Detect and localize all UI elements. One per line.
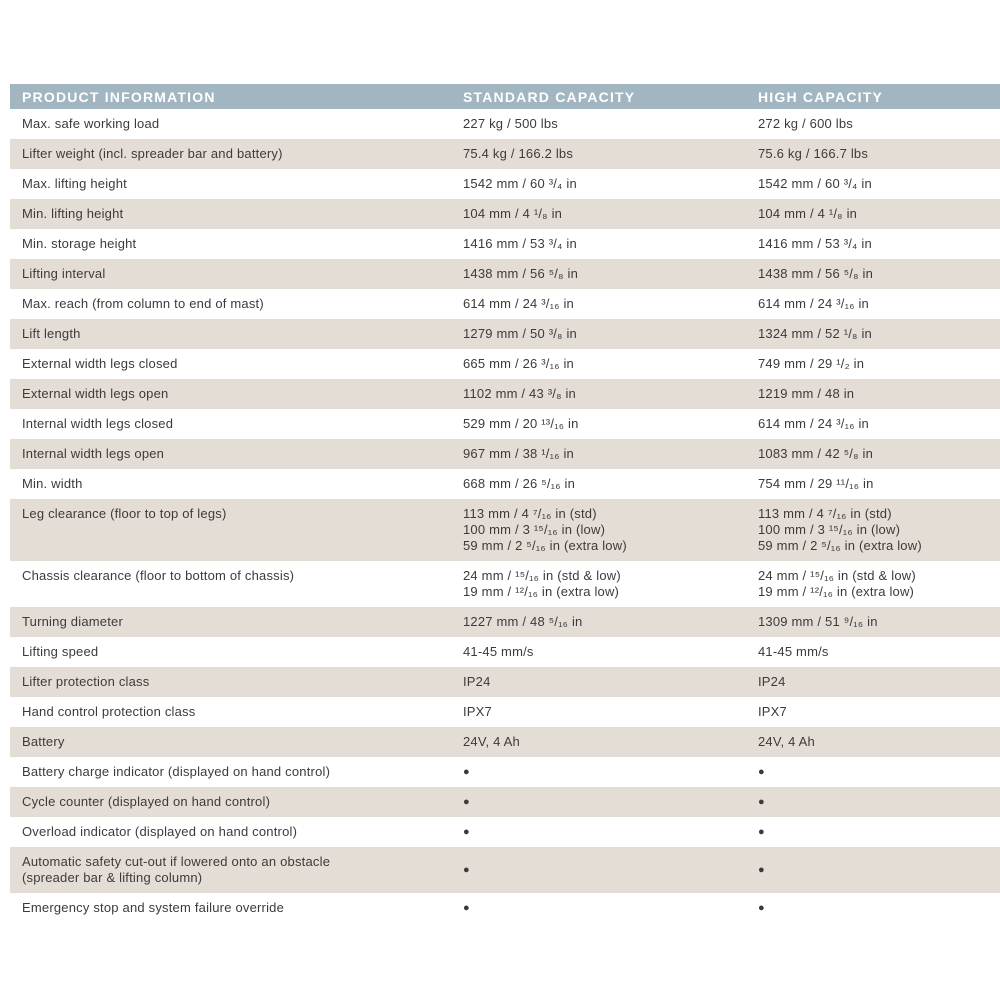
spec-value-standard (463, 296, 758, 312)
feature-dot: ● (758, 795, 765, 808)
table-row (10, 667, 1000, 697)
spec-value-standard (463, 614, 758, 630)
text-line: Min. width (22, 476, 83, 491)
text-line: Lifting interval (22, 266, 106, 281)
text-line: 59 mm / 2 ⁵/₁₆ in (extra low) (758, 538, 922, 553)
text-line: 227 kg / 500 lbs (463, 116, 558, 131)
spec-value-high (758, 568, 1000, 600)
table-row (10, 893, 1000, 923)
text-line: Lifter protection class (22, 674, 150, 689)
text-line: 749 mm / 29 ¹/₂ in (758, 356, 865, 371)
spec-value-high (758, 176, 1000, 192)
table-row (10, 199, 1000, 229)
text-line: 1542 mm / 60 ³/₄ in (758, 176, 872, 191)
text-line: 967 mm / 38 ¹/₁₆ in (463, 446, 574, 461)
spec-value-high (758, 326, 1000, 342)
column-header-high-capacity: HIGH CAPACITY (758, 88, 884, 105)
feature-dot: ● (463, 765, 470, 778)
text-line: Battery charge indicator (displayed on hand control) (22, 764, 331, 779)
spec-label (10, 854, 463, 886)
text-line: Internal width legs closed (22, 416, 174, 431)
spec-value-high (758, 356, 1000, 372)
spec-label (10, 734, 463, 750)
text-line: IP24 (758, 674, 786, 689)
spec-value-standard (463, 476, 758, 492)
text-line: Overload indicator (displayed on hand control) (22, 824, 298, 839)
table-row (10, 139, 1000, 169)
table-row (10, 757, 1000, 787)
table-row (10, 469, 1000, 499)
spec-value-high (758, 266, 1000, 282)
spec-value-standard (463, 446, 758, 462)
text-line: Min. lifting height (22, 206, 124, 221)
spec-value-standard (463, 356, 758, 372)
text-line: 1219 mm / 48 in (758, 386, 855, 401)
spec-value-high (758, 146, 1000, 162)
spec-label (10, 764, 463, 780)
spec-value-standard (463, 116, 758, 132)
text-line: Chassis clearance (floor to bottom of chassis) (22, 568, 295, 583)
text-line: Emergency stop and system failure override (22, 900, 285, 915)
spec-label (10, 446, 463, 462)
spec-label (10, 206, 463, 222)
text-line: 665 mm / 26 ³/₁₆ in (463, 356, 574, 371)
feature-dot: ● (758, 825, 765, 838)
spec-value-standard (463, 206, 758, 222)
text-line: 24 mm / ¹⁵/₁₆ in (std & low) (758, 568, 916, 583)
table-row (10, 289, 1000, 319)
text-line: 100 mm / 3 ¹⁵/₁₆ in (low) (758, 522, 901, 537)
spec-value-standard (463, 568, 758, 600)
spec-value-high (758, 704, 1000, 720)
spec-value-high (758, 794, 1000, 810)
text-line: 614 mm / 24 ³/₁₆ in (758, 296, 869, 311)
text-line: 24 mm / ¹⁵/₁₆ in (std & low) (463, 568, 621, 583)
text-line: 75.6 kg / 166.7 lbs (758, 146, 869, 161)
table-row (10, 109, 1000, 139)
text-line: 272 kg / 600 lbs (758, 116, 853, 131)
column-header-standard-capacity: STANDARD CAPACITY (463, 88, 636, 105)
text-line: 113 mm / 4 ⁷/₁₆ in (std) (463, 506, 597, 521)
text-line: Hand control protection class (22, 704, 196, 719)
spec-value-standard (463, 764, 758, 780)
text-line: External width legs open (22, 386, 169, 401)
spec-value-high (758, 824, 1000, 840)
text-line: Lifting speed (22, 644, 99, 659)
text-line: Internal width legs open (22, 446, 165, 461)
table-row (10, 697, 1000, 727)
text-line: Max. reach (from column to end of mast) (22, 296, 264, 311)
text-line: 1227 mm / 48 ⁵/₁₆ in (463, 614, 583, 629)
spec-value-standard (463, 326, 758, 342)
spec-value-standard (463, 416, 758, 432)
spec-value-standard (463, 386, 758, 402)
spec-label (10, 116, 463, 132)
table-row (10, 439, 1000, 469)
spec-value-high (758, 386, 1000, 402)
text-line: 59 mm / 2 ⁵/₁₆ in (extra low) (463, 538, 627, 553)
text-line: 104 mm / 4 ¹/₈ in (463, 206, 563, 221)
spec-table (10, 84, 1000, 923)
spec-label (10, 326, 463, 342)
spec-value-high (758, 900, 1000, 916)
table-row (10, 319, 1000, 349)
spec-value-high (758, 416, 1000, 432)
text-line: 1416 mm / 53 ³/₄ in (463, 236, 577, 251)
table-row (10, 787, 1000, 817)
text-line: 113 mm / 4 ⁷/₁₆ in (std) (758, 506, 892, 521)
table-row (10, 607, 1000, 637)
text-line: Automatic safety cut-out if lowered onto an obstacle (22, 854, 331, 869)
spec-label (10, 900, 463, 916)
feature-dot: ● (758, 863, 765, 876)
spec-value-high (758, 644, 1000, 660)
text-line: Turning diameter (22, 614, 123, 629)
spec-value-high (758, 296, 1000, 312)
text-line: 754 mm / 29 ¹¹/₁₆ in (758, 476, 874, 491)
text-line: 104 mm / 4 ¹/₈ in (758, 206, 858, 221)
text-line: 24V, 4 Ah (463, 734, 520, 749)
spec-label (10, 794, 463, 810)
spec-value-high (758, 764, 1000, 780)
text-line: 41-45 mm/s (463, 644, 534, 659)
spec-label (10, 644, 463, 660)
feature-dot: ● (758, 765, 765, 778)
spec-value-standard (463, 176, 758, 192)
spec-value-standard (463, 146, 758, 162)
text-line: Leg clearance (floor to top of legs) (22, 506, 227, 521)
spec-label (10, 674, 463, 690)
table-row (10, 561, 1000, 607)
text-line: External width legs closed (22, 356, 178, 371)
spec-value-standard (463, 704, 758, 720)
spec-label (10, 146, 463, 162)
text-line: IPX7 (758, 704, 787, 719)
text-line: 1309 mm / 51 ⁹/₁₆ in (758, 614, 878, 629)
text-line: 614 mm / 24 ³/₁₆ in (463, 296, 574, 311)
spec-value-standard (463, 644, 758, 660)
spec-label (10, 176, 463, 192)
text-line: 1416 mm / 53 ³/₄ in (758, 236, 872, 251)
table-header-row (10, 84, 1000, 109)
spec-label (10, 568, 463, 600)
text-line: 1102 mm / 43 ³/₈ in (463, 386, 576, 401)
table-row (10, 499, 1000, 561)
text-line: 100 mm / 3 ¹⁵/₁₆ in (low) (463, 522, 606, 537)
spec-value-standard (463, 674, 758, 690)
text-line: Min. storage height (22, 236, 137, 251)
spec-value-standard (463, 854, 758, 886)
spec-value-high (758, 116, 1000, 132)
feature-dot: ● (463, 901, 470, 914)
table-row (10, 229, 1000, 259)
text-line: 614 mm / 24 ³/₁₆ in (758, 416, 869, 431)
feature-dot: ● (463, 795, 470, 808)
spec-label (10, 824, 463, 840)
text-line: 668 mm / 26 ⁵/₁₆ in (463, 476, 576, 491)
spec-label (10, 416, 463, 432)
table-row (10, 259, 1000, 289)
spec-value-standard (463, 236, 758, 252)
text-line: 1083 mm / 42 ⁵/₈ in (758, 446, 874, 461)
text-line: 19 mm / ¹²/₁₆ in (extra low) (758, 584, 915, 599)
text-line: 1438 mm / 56 ⁵/₈ in (463, 266, 579, 281)
spec-label (10, 236, 463, 252)
table-row (10, 847, 1000, 893)
text-line: 1324 mm / 52 ¹/₈ in (758, 326, 872, 341)
column-header-product-information: PRODUCT INFORMATION (22, 88, 216, 105)
spec-label (10, 614, 463, 630)
spec-value-high (758, 674, 1000, 690)
text-line: 75.4 kg / 166.2 lbs (463, 146, 574, 161)
spec-label (10, 506, 463, 554)
feature-dot: ● (463, 825, 470, 838)
spec-value-high (758, 236, 1000, 252)
spec-value-high (758, 854, 1000, 886)
text-line: Cycle counter (displayed on hand control) (22, 794, 271, 809)
spec-value-standard (463, 794, 758, 810)
text-line: 24V, 4 Ah (758, 734, 815, 749)
table-row (10, 379, 1000, 409)
text-line: 41-45 mm/s (758, 644, 829, 659)
spec-value-high (758, 476, 1000, 492)
spec-value-high (758, 446, 1000, 462)
text-line: 529 mm / 20 ¹³/₁₆ in (463, 416, 579, 431)
text-line: Max. lifting height (22, 176, 127, 191)
text-line: 1279 mm / 50 ³/₈ in (463, 326, 577, 341)
spec-label (10, 296, 463, 312)
text-line: IP24 (463, 674, 491, 689)
table-row (10, 169, 1000, 199)
spec-label (10, 386, 463, 402)
table-row (10, 637, 1000, 667)
spec-value-standard (463, 734, 758, 750)
text-line: 1438 mm / 56 ⁵/₈ in (758, 266, 874, 281)
text-line: Lifter weight (incl. spreader bar and battery) (22, 146, 283, 161)
feature-dot: ● (463, 863, 470, 876)
table-row (10, 349, 1000, 379)
spec-value-high (758, 506, 1000, 554)
spec-value-standard (463, 824, 758, 840)
spec-value-standard (463, 266, 758, 282)
text-line: Max. safe working load (22, 116, 160, 131)
table-row (10, 817, 1000, 847)
text-line: IPX7 (463, 704, 492, 719)
table-row (10, 727, 1000, 757)
table-row (10, 409, 1000, 439)
spec-label (10, 356, 463, 372)
feature-dot: ● (758, 901, 765, 914)
text-line: 1542 mm / 60 ³/₄ in (463, 176, 577, 191)
spec-label (10, 266, 463, 282)
spec-value-high (758, 734, 1000, 750)
text-line: Battery (22, 734, 65, 749)
text-line: (spreader bar & lifting column) (22, 870, 203, 885)
spec-value-standard (463, 506, 758, 554)
text-line: Lift length (22, 326, 81, 341)
text-line: 19 mm / ¹²/₁₆ in (extra low) (463, 584, 620, 599)
spec-label (10, 476, 463, 492)
spec-label (10, 704, 463, 720)
spec-value-standard (463, 900, 758, 916)
spec-value-high (758, 614, 1000, 630)
spec-value-high (758, 206, 1000, 222)
table-body (10, 109, 1000, 923)
